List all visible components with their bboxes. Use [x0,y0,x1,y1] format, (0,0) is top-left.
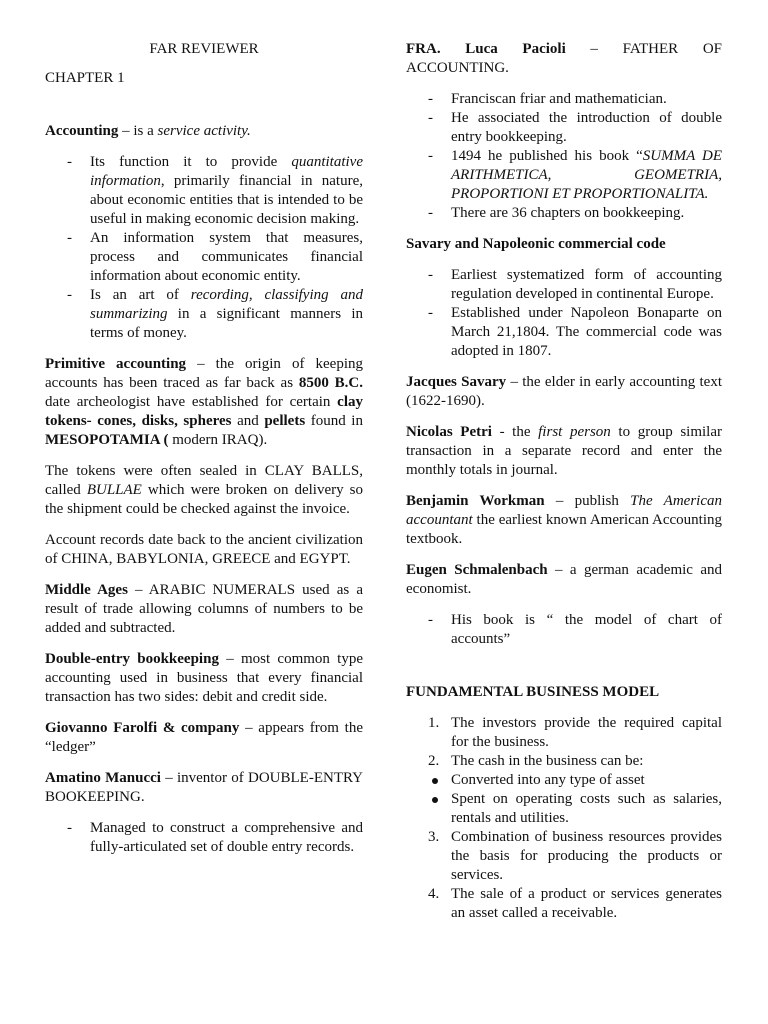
manucci-paragraph: Amatino Manucci – inventor of DOUBLE-ENTRY BOOKEEPING. [45,770,363,805]
eugen-list [406,611,722,649]
savary-code-heading: Savary and Napoleonic commercial code [406,236,666,252]
right-column [406,40,722,923]
pacioli-paragraph: FRA. Luca Pacioli – FATHER OF ACCOUNTING. [406,41,722,76]
list-item: - Franciscan friar and mathematician. [428,91,667,107]
dash-marker: - [428,205,433,221]
business-model-heading: FUNDAMENTAL BUSINESS MODEL [406,684,660,700]
list-item: - There are 36 chapters on bookkeeping. [428,205,685,221]
number-marker: 2. [428,753,440,769]
document-title: FAR REVIEWER [149,41,259,57]
list-item: Converted into any type of asset [406,771,722,790]
list-item: - Is an art of recording, classifying and summarizing in a significant manners in terms of money. [67,287,363,341]
farolfi-paragraph: Giovanno Farolfi & company – appears from the “ledger” [45,720,364,755]
dash-marker: - [67,287,72,303]
list-item: 3. Combination of business resources provides the basis for producing the products or services. [428,829,722,883]
list-item: 2. The cash in the business can be: [428,753,644,769]
list-item: - Managed to construct a comprehensive and fully-articulated set of double entry records. [67,820,363,855]
dash-marker: - [67,820,72,836]
benjamin-workman-paragraph: Benjamin Workman – publish The American accountant the earliest known American Accounting textbook. [406,493,722,547]
list-item: - His book is “ the model of chart of accounts” [428,612,722,647]
dash-marker: - [67,154,72,170]
middle-ages-paragraph: Middle Ages – ARABIC NUMERALS used as a result of trade allowing columns of numbers to be added and subtracted. [45,582,363,636]
list-item: - Established under Napoleon Bonaparte on March 21,1804. The commercial code was adopted in 1807. [428,305,722,359]
dash-marker: - [67,230,72,246]
list-item: - He associated the introduction of double entry bookkeeping. [428,110,722,145]
bullet-icon [432,778,438,784]
dash-marker: - [428,305,433,321]
accounting-list [45,153,363,343]
primitive-accounting: Primitive accounting – the origin of keeping accounts has been traced as far back as 8500 B.C. date archeologist have established for certain clay tokens- cones, disks, spheres and pellets found in MESOPOTAMIA ( modern IRAQ). [45,356,363,448]
jacques-savary-paragraph: Jacques Savary – the elder in early accounting text (1622-1690). [406,374,722,409]
number-marker: 1. [428,715,440,731]
term-accounting: Accounting [45,123,119,139]
list-item: - Earliest systematized form of accounting regulation developed in continental Europe. [428,267,722,302]
double-entry-paragraph: Double-entry bookkeeping – most common type accounting used in business that every financial transaction has two sides: debit and credit side. [45,651,363,705]
nicolas-petri-paragraph: Nicolas Petri - the first person to group similar transaction in a separate record and enter the monthly totals in journal. [406,424,722,478]
dash-marker: - [428,91,433,107]
dash-marker: - [428,612,433,628]
accounting-definition: Accounting – is a service activity. [45,123,251,139]
records-paragraph: Account records date back to the ancient civilization of CHINA, BABYLONIA, GREECE and EGYPT. [45,532,363,567]
chapter-heading: CHAPTER 1 [45,70,125,86]
tokens-paragraph: The tokens were often sealed in CLAY BALLS, called BULLAE which were broken on delivery so the shipment could be checked against the invoice. [45,463,363,517]
list-item: 1. The investors provide the required capital for the business. [428,715,722,750]
number-marker: 3. [428,829,440,845]
savary-code-list [406,266,722,361]
bullet-icon [432,797,438,803]
business-model-list [406,714,722,923]
list-item: 4. The sale of a product or services generates an asset called a receivable. [428,886,722,921]
manucci-list [45,819,363,857]
list-item: - An information system that measures, process and communicates financial information about economic entity. [67,230,363,284]
pacioli-list [406,90,722,223]
list-item: - Its function it to provide quantitative information, primarily financial in nature, about economic entities that is intended to be useful in making economic decision making. [67,154,363,227]
number-marker: 4. [428,886,440,902]
eugen-schmalenbach-paragraph: Eugen Schmalenbach – a german academic and economist. [406,562,722,597]
dash-marker: - [428,267,433,283]
list-item: Spent on operating costs such as salaries, rentals and utilities. [406,790,722,828]
dash-marker: - [428,148,433,164]
dash-marker: - [428,110,433,126]
left-column [45,40,363,869]
list-item: - 1494 he published his book “SUMMA DE ARITHMETICA, GEOMETRIA, PROPORTIONI ET PROPORTIONALITA. [428,148,722,202]
